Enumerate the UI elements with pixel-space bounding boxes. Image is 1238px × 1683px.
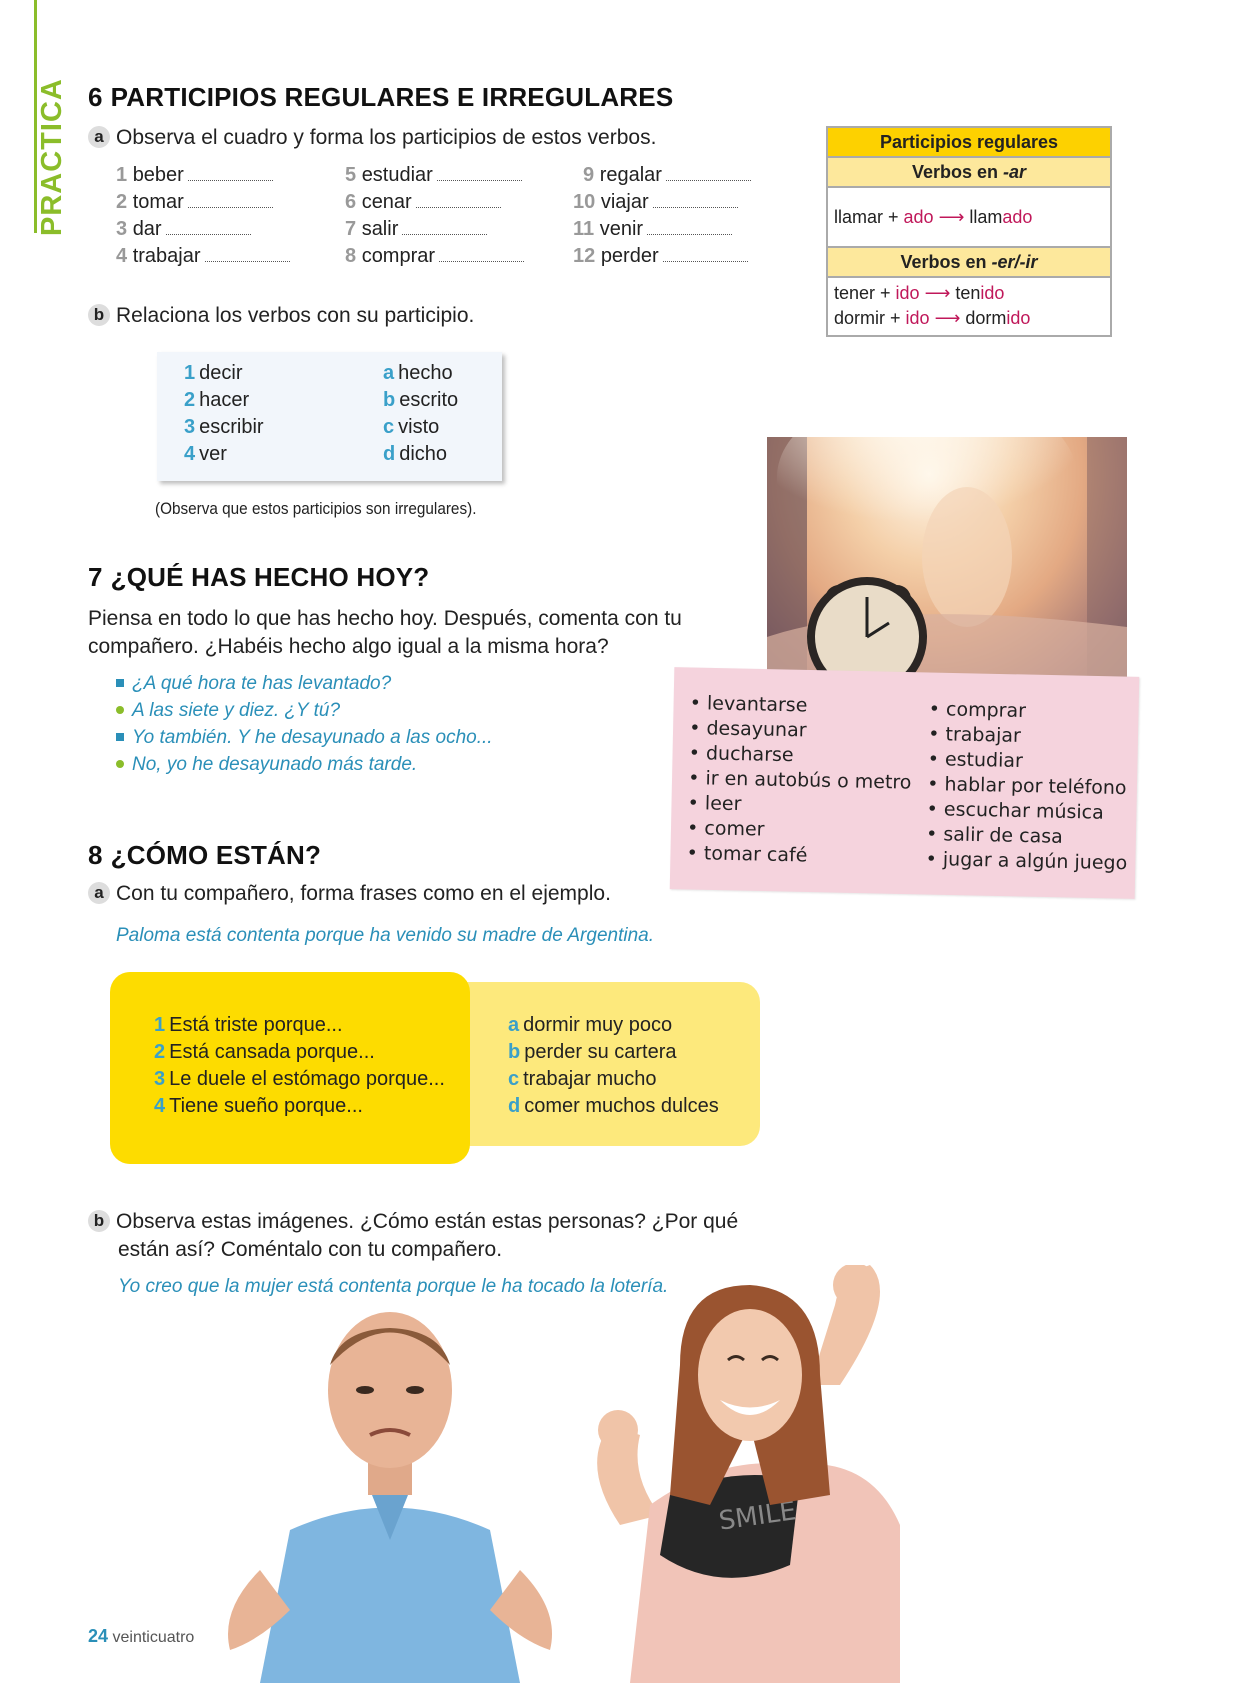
section-title: PARTICIPIOS REGULARES E IRREGULARES [110, 82, 674, 112]
instruction-text: Observa estas imágenes. ¿Cómo están estas personas? ¿Por qué [116, 1210, 739, 1233]
list-item: • comprar [928, 698, 1027, 723]
verb-item: 12 perder [573, 245, 751, 272]
list-item: • trabajar [928, 722, 1022, 747]
instruction-text: Observa el cuadro y forma los participios de estos verbos. [116, 126, 657, 149]
instruction-text: están así? Coméntalo con tu compañero. [118, 1238, 503, 1261]
activities-right-list [925, 698, 1130, 877]
verbs-column-3 [573, 164, 751, 272]
section-7-body [88, 605, 682, 661]
exercise-letter-a: a [88, 126, 110, 148]
table-title: Participios regulares [828, 128, 1110, 158]
list-item: 2 Está cansada porque... [154, 1041, 375, 1063]
list-item: 3 Le duele el estómago porque... [154, 1068, 445, 1090]
verb-item: 5 estudiar [345, 164, 524, 191]
dialogue-example [116, 673, 493, 781]
answer-blank[interactable] [663, 249, 748, 262]
section-7-heading [88, 562, 429, 593]
dialogue-line: Yo también. Y he desayunado a las ocho... [116, 727, 493, 754]
list-item: b escrito [383, 389, 459, 411]
instruction-text: Con tu compañero, forma frases como en el ejemplo. [116, 882, 611, 905]
answer-blank[interactable] [653, 195, 738, 208]
list-item: • leer [687, 791, 742, 816]
list-item: c visto [383, 416, 440, 438]
body-line: Piensa en todo lo que has hecho hoy. Después, comenta con tu [88, 607, 682, 630]
match-left-column [184, 362, 264, 470]
page-number: 24 [88, 1626, 109, 1646]
verb-item: 8 comprar [345, 245, 524, 272]
dialogue-line: A las siete y diez. ¿Y tú? [116, 700, 493, 727]
table-erir-example: dormir + ido ⟶ dormido [834, 308, 1031, 328]
answer-blank[interactable] [166, 222, 251, 235]
answer-blank[interactable] [439, 249, 524, 262]
verb-item: 3 dar [116, 218, 290, 245]
list-item: • tomar café [686, 841, 808, 867]
list-item: 4 ver [184, 443, 227, 465]
list-item: • ducharse [688, 741, 794, 767]
answer-blank[interactable] [437, 168, 522, 181]
exercise-letter-b: b [88, 304, 110, 326]
dialogue-line: ¿A qué hora te has levantado? [116, 673, 493, 700]
verbs-column-1 [116, 164, 290, 272]
verb-item: 6 cenar [345, 191, 524, 218]
list-item: 1 Está triste porque... [154, 1014, 343, 1036]
list-item: • jugar a algún juego [925, 847, 1128, 875]
list-item: c trabajar mucho [508, 1068, 657, 1090]
answer-blank[interactable] [416, 195, 501, 208]
list-item: 3 escribir [184, 416, 264, 438]
list-item: • estudiar [927, 747, 1024, 772]
verb-item: 11 venir [573, 218, 751, 245]
list-item: • hablar por teléfono [926, 772, 1127, 800]
page-footer [88, 1626, 194, 1647]
exercise-8b-example: Yo creo que la mujer está contenta porque le ha tocado la lotería. [118, 1276, 669, 1297]
exercise-letter-b: b [88, 1210, 110, 1232]
exercise-6a-instruction [88, 126, 656, 150]
list-item: • escuchar música [926, 797, 1105, 824]
table-ar-header: Verbos en -ar [828, 158, 1110, 188]
table-erir-header: Verbos en -er/-ir [828, 248, 1110, 278]
verb-item: 9 regalar [573, 164, 751, 191]
body-line: compañero. ¿Habéis hecho algo igual a la misma hora? [88, 635, 609, 658]
speaker-a-marker [116, 679, 124, 687]
happy-woman-photo [570, 1265, 1000, 1683]
answer-blank[interactable] [188, 168, 273, 181]
answer-blank[interactable] [402, 222, 487, 235]
shirt-text: SMILE [716, 1496, 798, 1537]
exercise-8a-instruction [88, 882, 611, 906]
section-number: 8 [88, 840, 103, 870]
table-ar-example: llamar + ado ⟶ llamado [828, 188, 1110, 248]
irregular-note: (Observa que estos participios son irregulares). [155, 499, 477, 518]
sentence-beginnings-list [154, 1014, 445, 1122]
list-item: • desayunar [689, 716, 807, 742]
exercise-letter-a: a [88, 882, 110, 904]
section-title: ¿CÓMO ESTÁN? [110, 840, 322, 870]
exercise-8b-instruction [88, 1208, 738, 1264]
worried-man-photo [200, 1310, 580, 1683]
happy-woman-illustration [570, 1265, 1000, 1683]
verb-item: 7 salir [345, 218, 524, 245]
list-item: d dicho [383, 443, 448, 465]
sentence-endings-list [508, 1014, 719, 1122]
page-number-word: veinticuatro [112, 1629, 195, 1646]
answer-blank[interactable] [647, 222, 732, 235]
worried-man-illustration [200, 1310, 580, 1683]
section-number: 7 [88, 562, 103, 592]
list-item: a dormir muy poco [508, 1014, 673, 1036]
list-item: • levantarse [689, 692, 808, 717]
match-right-column [383, 362, 458, 470]
list-item: • salir de casa [925, 822, 1063, 848]
verb-item: 4 trabajar [116, 245, 290, 272]
participles-table [826, 126, 1112, 337]
verb-item: 10 viajar [573, 191, 751, 218]
alarm-clock-illustration [767, 437, 1127, 685]
section-side-label: PRACTICA [36, 78, 68, 236]
list-item: 2 hacer [184, 389, 250, 411]
table-erir-example: tener + ido ⟶ tenido [834, 283, 1005, 303]
section-6-heading [88, 82, 673, 113]
exercise-6b-instruction [88, 304, 474, 328]
section-title: ¿QUÉ HAS HECHO HOY? [110, 562, 430, 592]
section-8-heading [88, 840, 321, 871]
activities-left-list [686, 692, 913, 872]
speaker-b-marker [116, 760, 124, 768]
list-item: 1 decir [184, 362, 243, 384]
answer-blank[interactable] [188, 195, 273, 208]
answer-blank[interactable] [205, 249, 290, 262]
list-item: d comer muchos dulces [508, 1095, 719, 1117]
list-item: a hecho [383, 362, 453, 384]
speaker-b-marker [116, 706, 124, 714]
section-number: 6 [88, 82, 103, 112]
dialogue-line: No, yo he desayunado más tarde. [116, 754, 493, 781]
answer-blank[interactable] [666, 168, 751, 181]
list-item: • ir en autobús o metro [687, 766, 912, 794]
morning-alarm-photo [767, 437, 1127, 685]
speaker-a-marker [116, 733, 124, 741]
list-item: • comer [686, 816, 765, 841]
list-item: 4 Tiene sueño porque... [154, 1095, 363, 1117]
list-item: b perder su cartera [508, 1041, 677, 1063]
verbs-column-2 [345, 164, 524, 272]
verb-item: 2 tomar [116, 191, 290, 218]
instruction-text: Relaciona los verbos con su participio. [116, 304, 475, 327]
verb-item: 1 beber [116, 164, 290, 191]
exercise-8a-example: Paloma está contenta porque ha venido su madre de Argentina. [116, 925, 654, 946]
